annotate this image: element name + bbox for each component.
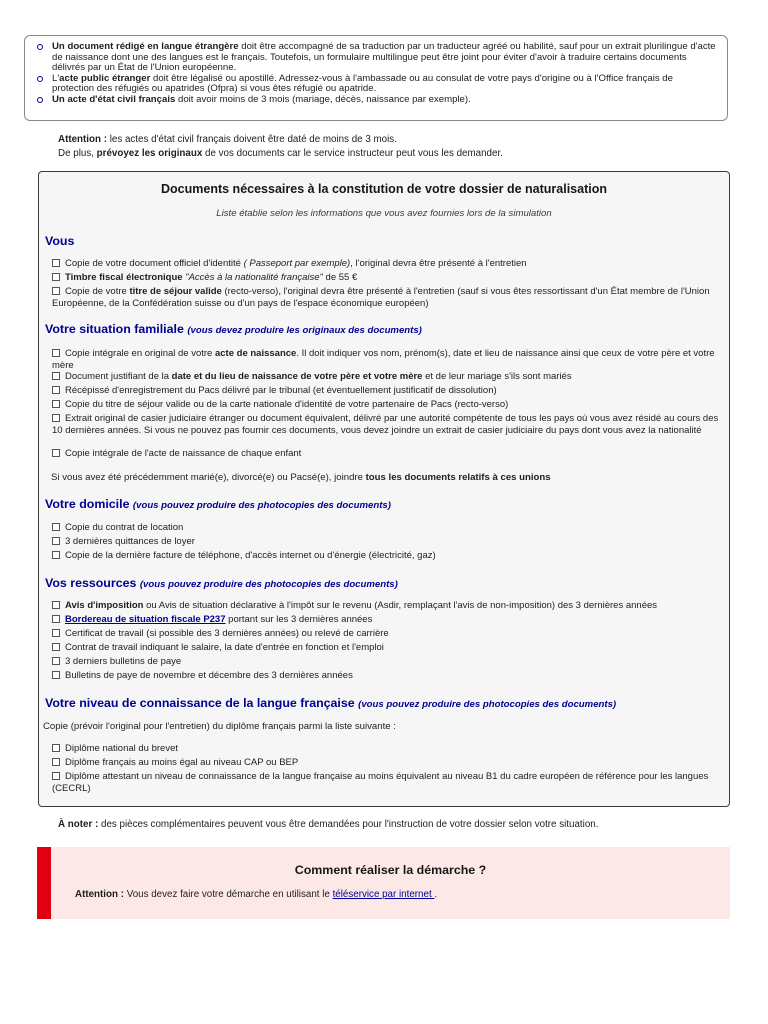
panel-title: Documents nécessaires à la constitution de votre dossier de naturalisation xyxy=(161,182,607,196)
checklist-item[interactable]: Copie de votre titre de séjour valide (recto-verso), l'original devra être présenté à l'entretien (sauf si vous êtes ressortissant d'un État membre de l'Union Européenne, de la Confédération suisse ou d'un pays de l'espace économique européen) xyxy=(52,286,710,309)
circle-bullet-icon xyxy=(37,76,43,82)
checkbox[interactable] xyxy=(52,551,60,559)
checklist-item[interactable]: Copie du contrat de location xyxy=(52,522,722,534)
checkbox[interactable] xyxy=(52,601,60,609)
langue-intro: Copie (prévoir l'original pour l'entretien) du diplôme français parmi la liste suivante : xyxy=(43,721,396,732)
demarche-title: Comment réaliser la démarche ? xyxy=(294,863,487,877)
teleservice-link[interactable]: téléservice par internet xyxy=(332,889,435,900)
checklist-item[interactable]: Diplôme national du brevet xyxy=(52,743,722,755)
checklist-item[interactable]: Contrat de travail indiquant le salaire, la date d'entrée en fonction et l'emploi xyxy=(52,642,722,654)
documents-panel xyxy=(38,171,730,807)
checklist-item[interactable]: Bordereau de situation fiscale P237 portant sur les 3 dernières années xyxy=(52,614,722,626)
checkbox[interactable] xyxy=(52,615,60,623)
checkbox[interactable] xyxy=(52,523,60,531)
notes-list xyxy=(33,42,717,106)
checkbox[interactable] xyxy=(52,400,60,408)
note-item: Un document rédigé en langue étrangère doit être accompagné de sa traduction par un traducteur agréé ou habilité, sauf pour un extrait plurilingue d'acte de naissance dont une des langues est le français. Toutefois, un formulaire multilingue peut être joint pour éviter d'avoir à traduire certains documents délivrés par un État de l'Union européenne. xyxy=(33,42,717,74)
notes-box xyxy=(24,35,728,121)
checkbox[interactable] xyxy=(52,744,60,752)
checklist-item[interactable]: Diplôme attestant un niveau de connaissance de la langue française au moins équivalent au niveau B1 du cadre européen de référence pour les langues (CECRL) xyxy=(52,771,709,794)
checklist-item[interactable]: 3 dernières quittances de loyer xyxy=(52,536,722,548)
attention-line: Attention : les actes d'état civil français doivent être daté de moins de 3 mois. xyxy=(58,134,397,145)
a-noter-line: À noter : des pièces complémentaires peuvent vous être demandées pour l'instruction de votre dossier selon votre situation. xyxy=(58,819,599,830)
checklist-item[interactable]: 3 derniers bulletins de paye xyxy=(52,656,722,668)
checkbox[interactable] xyxy=(52,449,60,457)
checkbox[interactable] xyxy=(52,414,60,422)
demarche-box xyxy=(37,847,730,919)
checklist-item[interactable]: Copie intégrale de l'acte de naissance de chaque enfant xyxy=(52,448,722,460)
checkbox[interactable] xyxy=(52,287,60,295)
originaux-line: De plus, prévoyez les originaux de vos documents car le service instructeur peut vous les demander. xyxy=(58,148,503,159)
checklist-item[interactable]: Copie de la dernière facture de téléphone, d'accès internet ou d'énergie (électricité, gaz) xyxy=(52,550,722,562)
checklist-item[interactable]: Récépissé d'enregistrement du Pacs délivré par le tribunal (et éventuellement justificatif de dissolution) xyxy=(52,385,722,397)
circle-bullet-icon xyxy=(37,44,43,50)
checkbox[interactable] xyxy=(52,629,60,637)
checklist-item[interactable]: Timbre fiscal électronique "Accès à la nationalité française" de 55 € xyxy=(52,272,722,284)
checkbox[interactable] xyxy=(52,259,60,267)
checklist-item[interactable]: Certificat de travail (si possible des 3 dernières années) ou relevé de carrière xyxy=(52,628,722,640)
checklist-item[interactable]: Document justifiant de la date et du lieu de naissance de votre père et votre mère et de leur mariage s'ils sont mariés xyxy=(52,371,722,383)
checklist-item[interactable]: Bulletins de paye de novembre et décembre des 3 dernières années xyxy=(52,670,722,682)
unions-text: Si vous avez été précédemment marié(e), divorcé(e) ou Pacsé(e), joindre tous les documents relatifs à ces unions xyxy=(51,472,551,483)
section-ressources-heading: Vos ressources (vous pouvez produire des photocopies des documents) xyxy=(45,576,398,590)
checklist-item[interactable]: Copie du titre de séjour valide ou de la carte nationale d'identité de votre partenaire de Pacs (recto-verso) xyxy=(52,399,722,411)
p237-link[interactable]: Bordereau de situation fiscale P237 xyxy=(65,614,226,625)
checkbox[interactable] xyxy=(52,671,60,679)
panel-subtitle: Liste établie selon les informations que vous avez fournies lors de la simulation xyxy=(216,208,552,219)
checklist-item[interactable]: Avis d'imposition ou Avis de situation déclarative à l'impôt sur le revenu (Asdir, remplaçant l'avis de non-imposition) des 3 dernières années xyxy=(52,600,722,612)
checklist-item[interactable]: Copie intégrale en original de votre acte de naissance. Il doit indiquer vos nom, prénom(s), date et lieu de naissance ainsi que ceux de votre père et votre mère xyxy=(52,348,715,371)
checklist-item[interactable]: Diplôme français au moins égal au niveau CAP ou BEP xyxy=(52,757,722,769)
checklist-item[interactable]: Copie de votre document officiel d'identité ( Passeport par exemple), l'original devra être présenté à l'entretien xyxy=(52,258,722,270)
checkbox[interactable] xyxy=(52,372,60,380)
checkbox[interactable] xyxy=(52,758,60,766)
checklist-item[interactable]: Extrait original de casier judiciaire étranger ou document équivalent, délivré par une autorité compétente de tous les pays où vous avez résidé au cours des 10 dernières années. Si vous ne pouvez pas fournir ces documents, vous devez joindre un extrait de casier judiciaire du pays dont vous avez la nationalité xyxy=(52,413,719,436)
checkbox[interactable] xyxy=(52,273,60,281)
section-domicile-heading: Votre domicile (vous pouvez produire des photocopies des documents) xyxy=(45,497,391,511)
section-familiale-heading: Votre situation familiale (vous devez produire les originaux des documents) xyxy=(45,322,422,336)
checkbox[interactable] xyxy=(52,772,60,780)
checkbox[interactable] xyxy=(52,386,60,394)
checkbox[interactable] xyxy=(52,657,60,665)
checkbox[interactable] xyxy=(52,643,60,651)
section-langue-heading: Votre niveau de connaissance de la langue française (vous pouvez produire des photocopies des documents) xyxy=(45,696,617,710)
demarche-text: Attention : Vous devez faire votre démarche en utilisant le téléservice par internet . xyxy=(75,889,438,900)
note-item: L'acte public étranger doit être légalisé ou apostillé. Adressez-vous à l'ambassade ou au consulat de votre pays d'origine ou à l'Office français de protection des réfugiés ou apatrides (Ofpra) si vous êtes réfugié ou apatride. xyxy=(33,74,717,95)
checkbox[interactable] xyxy=(52,537,60,545)
checkbox[interactable] xyxy=(52,349,60,357)
section-vous-heading: Vous xyxy=(45,234,75,248)
note-item: Un acte d'état civil français doit avoir moins de 3 mois (mariage, décès, naissance par exemple). xyxy=(33,95,717,106)
circle-bullet-icon xyxy=(37,97,43,103)
